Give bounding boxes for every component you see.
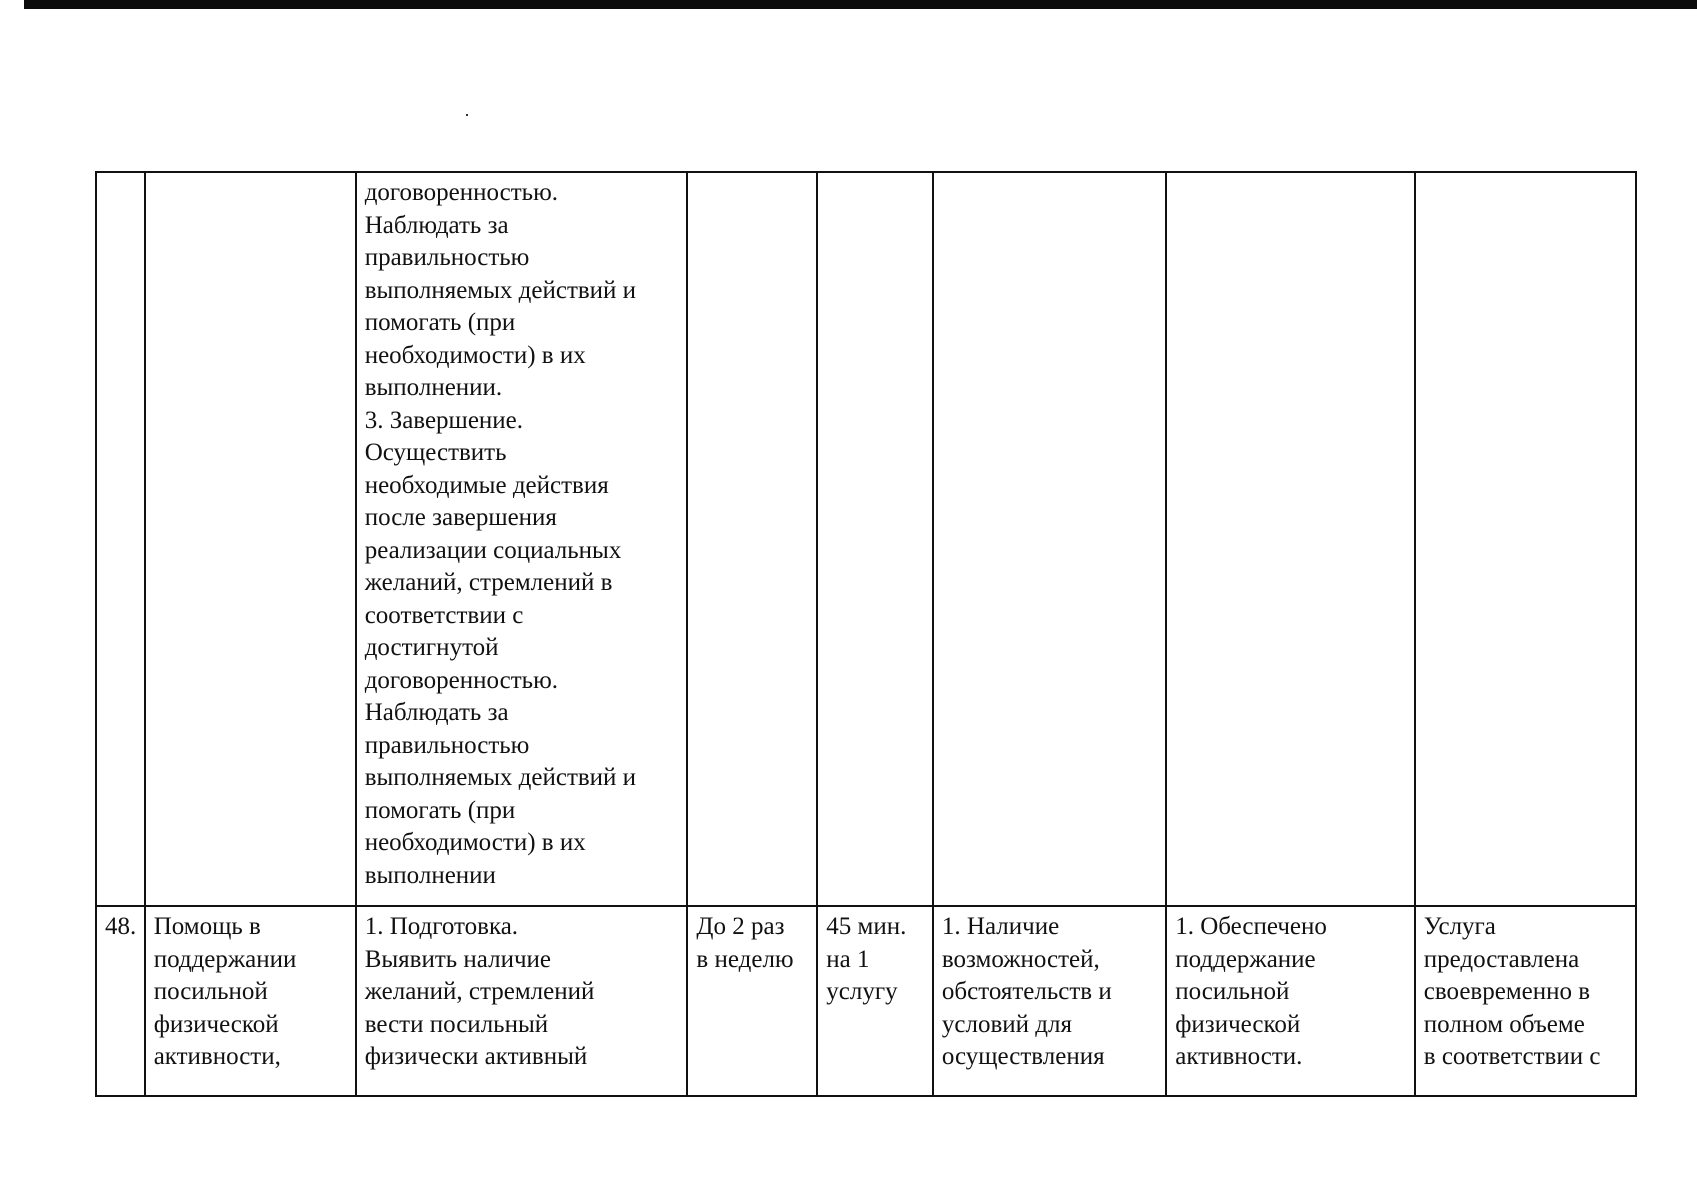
cell-number (96, 172, 145, 906)
cell-service-content: договоренностью. Наблюдать за правильностью выполняемых действий и помогать (при необходимости) в их выполнении. 3. Завершение. Осуществить необходимые действия после завершения реализации социальных желаний, стремлений в соответствии с достигнутой договоренностью. Наблюдать за правильностью выполняемых действий и помогать (при необходимости) в их выполнении (356, 172, 688, 906)
cell-service-content: 1. Подготовка. Выявить наличие желаний, стремлений вести посильный физически активный (356, 906, 688, 1096)
scan-top-edge (24, 0, 1697, 9)
cell-service-name (145, 172, 356, 906)
cell-conditions (933, 172, 1166, 906)
cell-conditions: 1. Наличие возможностей, обстоятельств и условий для осуществления (933, 906, 1166, 1096)
cell-result (1166, 172, 1415, 906)
cell-assessment: Услуга предоставлена своевременно в полном объеме в соответствии с (1415, 906, 1636, 1096)
table-row-48 (96, 906, 1636, 1096)
cell-service-name: Помощь в поддержании посильной физической активности, (145, 906, 356, 1096)
cell-number: 48. (96, 906, 145, 1096)
scan-dust-speck (466, 114, 468, 116)
cell-frequency: До 2 раз в неделю (687, 906, 817, 1096)
table-row-continuation (96, 172, 1636, 906)
cell-frequency (687, 172, 817, 906)
cell-duration: 45 мин. на 1 услугу (817, 906, 933, 1096)
cell-assessment (1415, 172, 1636, 906)
cell-result: 1. Обеспечено поддержание посильной физической активности. (1166, 906, 1415, 1096)
services-table (95, 171, 1637, 1097)
cell-duration (817, 172, 933, 906)
